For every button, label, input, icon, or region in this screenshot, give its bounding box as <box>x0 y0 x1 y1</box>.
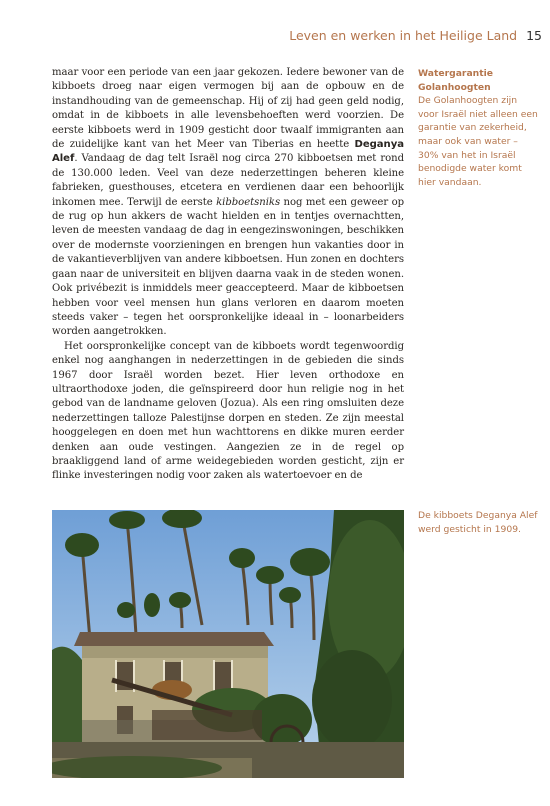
sidebar-note <box>418 67 540 189</box>
page-number: 15 <box>526 28 542 43</box>
paragraph-1-part-c: . Vandaag de dag telt Israël nog circa 270 kibboetsen met rond de 130.000 leden. Veel van deze nederzettingen beheren kleine fabrieken, guesthouses, etcetera en verdienen daar een behoorlijk inkomen mee. Terwijl de eerste <box>52 153 404 208</box>
running-header <box>0 28 542 43</box>
chapter-title: Leven en werken in het Heilige Land <box>289 28 518 43</box>
kibbutz-photo-illustration <box>52 510 404 778</box>
paragraph-2: Het oorspronkelijke concept van de kibboets wordt tegenwoordig enkel nog aanghangen in nederzettingen in de gebieden die sinds 1967 door Israël worden bezet. Hier leven orthodoxe en ultraorthodoxe joden, die geïnspireerd door hun religie nog in het gebod van de landname geloven (Jozua). Als een ring omsluiten deze nederzettingen talloze Palestijnse dorpen en steden. Ze zijn meestal hooggelegen en doen met hun wachttorens en dikke muren eerder denken aan oude vestingen. Aangezien ze in de regel op braakliggend land of arme weidegebieden worden gesticht, zijn er flinke investeringen nodig voor zaken als watertoevoer en de <box>52 340 404 482</box>
place-name-bold: Deganya Alef <box>52 139 404 165</box>
sidebar-title: Watergarantie Golanhoogten <box>418 68 493 93</box>
photo-caption: De kibboets Deganya Alef werd gesticht in 1909. <box>418 510 538 535</box>
main-text-column <box>52 66 404 484</box>
paragraph-1-part-e: nog met een geweer op de rug op hun akkers de wacht hielden en in tentjes overnachtten, leven de meesten vandaag de dag in eengezinswoningen, beschikken over de modernste voorzieningen en brengen hun vakanties door in de vakantieverblijven van andere kibboetsen. Hun zonen en dochters gaan naar de universiteit en blijven daarna vaak in de steden wonen. Ook privébezit is inmiddels meer geaccepteerd. Maar de kibboetsen hebben voor veel mensen hun glans verloren en daarom moeten steeds vaker – tegen het oorspronkelijke ideaal in – loonarbeiders worden aangetrokken. <box>52 196 405 338</box>
sidebar-text: De Golanhoogten zijn voor Israël niet alleen een garantie van zekerheid, maar ook van water – 30% van het in Israël benodigde water komt hier vandaan. <box>418 95 538 188</box>
kibbutz-photo <box>52 510 404 778</box>
paragraph-1-part-a: maar voor een periode van een jaar gekozen. Iedere bewoner van de kibboets droeg naar eigen vermogen bij aan de opbouw en de instandhouding van de gemeenschap. Hij of zij had geen geld nodig, omdat in de kibboets in alle levensbehoeften werd voorzien. De eerste kibboets werd in 1909 gesticht door twaalf immigranten aan de zuidelijke kant van het Meer van Tiberias en heette <box>52 67 404 151</box>
paragraph-1 <box>52 66 404 340</box>
term-italic: kibboetsniks <box>216 196 281 208</box>
